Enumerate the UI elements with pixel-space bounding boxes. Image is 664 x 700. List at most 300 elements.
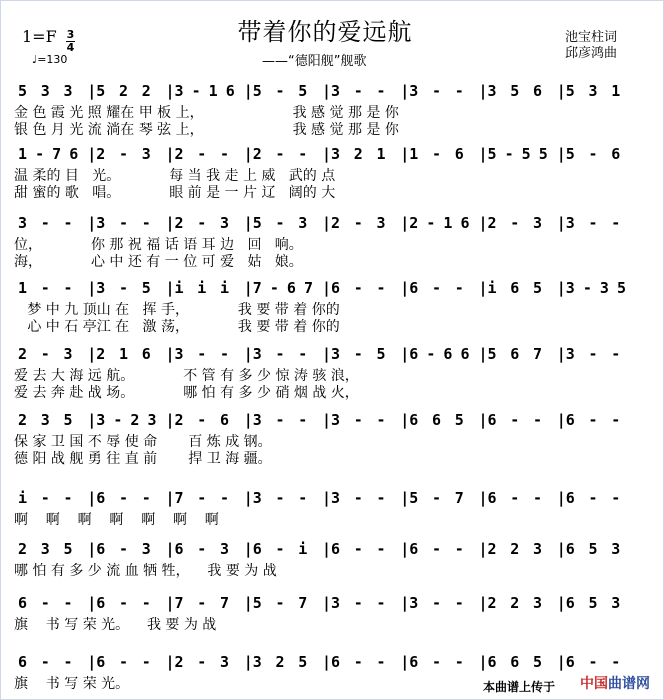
note: 7 [533, 345, 543, 363]
note: - [376, 489, 386, 507]
note: 6 [141, 345, 151, 363]
lyric-line: 德 阳 战 舰 勇 往 直 前 捍 卫 海 疆。 [14, 451, 272, 467]
note: 5 [533, 279, 543, 297]
note: 6 [510, 279, 520, 297]
note: 5 [96, 82, 106, 100]
note: 2 [510, 540, 520, 558]
note: 3 [18, 214, 28, 232]
note: 3 [96, 411, 106, 429]
note: 3 [588, 82, 598, 100]
note: 3 [331, 594, 341, 612]
note: 2 [96, 145, 106, 163]
lyric-line: 位， 你 那 祝 福 话 语 耳 边 回 响。 [14, 237, 303, 253]
bar-line: | [478, 411, 488, 429]
note: 6 [69, 145, 79, 163]
bar-line: | [243, 345, 253, 363]
note: - [432, 489, 442, 507]
bar-line: | [478, 82, 488, 100]
note: - [275, 145, 285, 163]
note: - [432, 82, 442, 100]
tempo-mark: ♩=130 [32, 53, 68, 66]
note: 2 [487, 214, 497, 232]
lyric-line: 旗 书 写 荣 光。 [14, 676, 130, 692]
note: - [191, 82, 201, 100]
bar-line: | [556, 279, 566, 297]
lyric-line: 梦 中 九 顶山 在 挥 手， 我 要 带 着 你的 [14, 302, 340, 318]
bar-line: | [322, 145, 332, 163]
note: - [220, 145, 230, 163]
notation-line [0, 82, 664, 102]
note: 3 [331, 411, 341, 429]
lyric-line: 哪 怕 有 多 少 流 血 牺 牲， 我 要 为 战 [14, 563, 277, 579]
note: - [588, 145, 598, 163]
bar-line: | [87, 489, 97, 507]
note: 6 [611, 145, 621, 163]
bar-line: | [478, 345, 488, 363]
note: 3 [376, 214, 386, 232]
bar-line: | [556, 540, 566, 558]
bar-line: | [478, 594, 488, 612]
note: - [275, 82, 285, 100]
note: 2 [18, 411, 28, 429]
note: 6 [454, 145, 464, 163]
note: 7 [252, 279, 262, 297]
note: - [63, 653, 73, 671]
lyric-line: 心 中 石 亭江 在 激 荡， 我 要 带 着 你的 [14, 319, 340, 335]
note: 1 [119, 345, 129, 363]
note: 6 [96, 540, 106, 558]
note: 6 [220, 411, 230, 429]
note: 5 [63, 540, 73, 558]
note: 5 [454, 411, 464, 429]
bar-line: | [400, 411, 410, 429]
note: 3 [331, 345, 341, 363]
note: - [113, 411, 123, 429]
note: 6 [331, 540, 341, 558]
note: - [353, 82, 363, 100]
note: 3 [533, 594, 543, 612]
bar-line: | [165, 540, 175, 558]
note: - [454, 82, 464, 100]
note: 5 [510, 82, 520, 100]
note: - [533, 411, 543, 429]
note: - [141, 489, 151, 507]
bar-line: | [556, 411, 566, 429]
note: 6 [510, 653, 520, 671]
note: - [275, 540, 285, 558]
note: - [63, 489, 73, 507]
site-logo [580, 673, 650, 693]
note: 2 [510, 594, 520, 612]
note: - [426, 214, 436, 232]
notation-line [0, 594, 664, 614]
note: - [353, 540, 363, 558]
note: 1 [376, 145, 386, 163]
note: 6 [331, 279, 341, 297]
notation-line [0, 653, 664, 673]
note: - [197, 345, 207, 363]
note: 5 [141, 279, 151, 297]
notation-line [0, 145, 664, 165]
note: - [220, 345, 230, 363]
note: 3 [331, 145, 341, 163]
note: 2 [331, 214, 341, 232]
note: - [197, 145, 207, 163]
note: 1 [443, 214, 453, 232]
bar-line: | [400, 82, 410, 100]
note: 6 [174, 540, 184, 558]
note: 3 [533, 540, 543, 558]
note: i [220, 279, 230, 297]
note: - [426, 345, 436, 363]
note: 2 [353, 145, 363, 163]
bar-line: | [556, 214, 566, 232]
note: 5 [298, 653, 308, 671]
note: 6 [533, 82, 543, 100]
song-title: 带着你的爱远航 [237, 18, 413, 46]
bar-line: | [243, 145, 253, 163]
bar-line: | [243, 653, 253, 671]
note: - [275, 214, 285, 232]
note: 6 [487, 489, 497, 507]
note: 3 [40, 411, 50, 429]
notation-line [0, 489, 664, 509]
note: 3 [141, 145, 151, 163]
note: 2 [487, 594, 497, 612]
note: 6 [409, 411, 419, 429]
note: 2 [409, 214, 419, 232]
note: 2 [96, 345, 106, 363]
note: 3 [409, 594, 419, 612]
note: i [18, 489, 28, 507]
note: - [376, 279, 386, 297]
note: 5 [252, 214, 262, 232]
lyric-line: 爱 去 大 海 远 航。 不 管 有 多 少 惊 涛 骇 浪， [14, 368, 359, 384]
note: - [376, 82, 386, 100]
note: - [298, 489, 308, 507]
note: 6 [96, 594, 106, 612]
upload-note: 本曲谱上传于 [483, 680, 556, 694]
bar-line: | [87, 214, 97, 232]
note: - [40, 279, 50, 297]
note: 3 [40, 540, 50, 558]
note: - [40, 489, 50, 507]
note: 2 [252, 145, 262, 163]
note: 2 [275, 653, 285, 671]
note: - [376, 594, 386, 612]
bar-line: | [87, 653, 97, 671]
note: - [40, 214, 50, 232]
note: 1 [611, 82, 621, 100]
bar-line: | [556, 489, 566, 507]
note: 7 [454, 489, 464, 507]
note: 6 [510, 345, 520, 363]
note: 3 [331, 82, 341, 100]
note: 3 [220, 653, 230, 671]
note: 3 [96, 279, 106, 297]
note: - [611, 345, 621, 363]
note: 3 [252, 345, 262, 363]
time-top: 3 [66, 28, 75, 41]
note: 5 [487, 145, 497, 163]
bar-line: | [322, 279, 332, 297]
note: - [504, 145, 514, 163]
bar-line: | [243, 411, 253, 429]
note: 5 [63, 411, 73, 429]
bar-line: | [400, 540, 410, 558]
note: 6 [409, 540, 419, 558]
lyric-line: 保 家 卫 国 不 辱 使 命 百 炼 成 钢。 [14, 434, 272, 450]
note: - [197, 489, 207, 507]
note: 2 [174, 653, 184, 671]
note: i [298, 540, 308, 558]
lyric-line: 温 柔的 目 光。 每 当 我 走 上 威 武的 点 [14, 168, 336, 184]
note: - [588, 345, 598, 363]
note: 3 [141, 540, 151, 558]
bar-line: | [400, 594, 410, 612]
note: - [611, 411, 621, 429]
note: 2 [18, 345, 28, 363]
bar-line: | [400, 489, 410, 507]
notation-line [0, 279, 664, 299]
note: - [611, 489, 621, 507]
note: - [269, 279, 279, 297]
note: 6 [409, 279, 419, 297]
lyric-line: 甜 蜜的 歌 唱。 眼 前 是 一 片 辽 阔的 大 [14, 185, 336, 201]
note: - [197, 540, 207, 558]
bar-line: | [243, 594, 253, 612]
note: 6 [487, 653, 497, 671]
note: - [63, 214, 73, 232]
note: 1 [18, 145, 28, 163]
note: 3 [298, 214, 308, 232]
bar-line: | [87, 279, 97, 297]
bar-line: | [478, 540, 488, 558]
note: - [454, 594, 464, 612]
note: - [119, 279, 129, 297]
note: 3 [565, 279, 575, 297]
note: 6 [96, 489, 106, 507]
bar-line: | [165, 489, 175, 507]
note: - [432, 540, 442, 558]
notation-line [0, 345, 664, 365]
bar-line: | [165, 82, 175, 100]
bar-line: | [322, 214, 332, 232]
note: 3 [63, 345, 73, 363]
note: - [376, 411, 386, 429]
bar-line: | [400, 345, 410, 363]
note: 3 [174, 82, 184, 100]
bar-line: | [322, 594, 332, 612]
note: - [588, 214, 598, 232]
note: i [487, 279, 497, 297]
note: - [275, 345, 285, 363]
note: 5 [252, 594, 262, 612]
note: 7 [303, 279, 313, 297]
note: 3 [565, 214, 575, 232]
note: - [432, 145, 442, 163]
note: 2 [18, 540, 28, 558]
note: 3 [174, 345, 184, 363]
note: 5 [565, 145, 575, 163]
note: 6 [460, 345, 470, 363]
lyric-line: 啊 啊 啊 啊 啊 啊 啊 [14, 512, 219, 528]
note: 3 [252, 653, 262, 671]
note: - [353, 279, 363, 297]
note: - [588, 489, 598, 507]
note: 6 [565, 411, 575, 429]
note: - [353, 594, 363, 612]
note: 3 [599, 279, 609, 297]
note: 7 [174, 594, 184, 612]
note: 5 [298, 82, 308, 100]
note: - [298, 411, 308, 429]
note: - [63, 279, 73, 297]
bar-line: | [400, 653, 410, 671]
bar-line: | [556, 594, 566, 612]
note: - [611, 653, 621, 671]
lyric-line: 银 色 月 光 流 淌在 琴 弦 上， 我 感 觉 那 是 你 [14, 122, 399, 138]
time-signature [66, 30, 75, 53]
bar-line: | [87, 540, 97, 558]
note: - [63, 594, 73, 612]
note: - [197, 214, 207, 232]
note: 6 [487, 411, 497, 429]
note: - [141, 214, 151, 232]
bar-line: | [165, 594, 175, 612]
note: 6 [225, 82, 235, 100]
note: - [40, 345, 50, 363]
note: - [588, 653, 598, 671]
note: 5 [376, 345, 386, 363]
note: - [376, 653, 386, 671]
note: i [174, 279, 184, 297]
note: - [353, 653, 363, 671]
note: - [533, 489, 543, 507]
note: 6 [252, 540, 262, 558]
bar-line: | [478, 145, 488, 163]
note: 2 [487, 540, 497, 558]
bar-line: | [165, 214, 175, 232]
note: 3 [63, 82, 73, 100]
note: - [353, 214, 363, 232]
note: 6 [18, 594, 28, 612]
note: 7 [174, 489, 184, 507]
note: - [376, 540, 386, 558]
notation-line [0, 411, 664, 431]
note: 5 [588, 594, 598, 612]
note: - [119, 540, 129, 558]
note: 7 [52, 145, 62, 163]
note: - [275, 489, 285, 507]
bar-line: | [322, 489, 332, 507]
note: - [353, 345, 363, 363]
bar-line: | [400, 279, 410, 297]
note: - [454, 540, 464, 558]
note: 5 [409, 489, 419, 507]
composer-credit: 邱彦鸿曲 [565, 46, 618, 61]
note: - [119, 653, 129, 671]
note: 5 [487, 345, 497, 363]
note: 6 [565, 653, 575, 671]
note: 1 [18, 279, 28, 297]
note: 2 [174, 145, 184, 163]
bar-line: | [165, 653, 175, 671]
bar-line: | [243, 540, 253, 558]
bar-line: | [243, 214, 253, 232]
note: 6 [18, 653, 28, 671]
bar-line: | [556, 345, 566, 363]
note: 2 [174, 411, 184, 429]
note: - [197, 653, 207, 671]
note: 6 [409, 345, 419, 363]
note: - [510, 489, 520, 507]
logo-text-1: 中国 [580, 676, 608, 692]
note: - [141, 594, 151, 612]
bar-line: | [556, 653, 566, 671]
bar-line: | [478, 279, 488, 297]
note: - [220, 489, 230, 507]
bar-line: | [243, 82, 253, 100]
note: 6 [409, 653, 419, 671]
note: 5 [521, 145, 531, 163]
note: - [353, 411, 363, 429]
note: 7 [220, 594, 230, 612]
note: 5 [565, 82, 575, 100]
note: 3 [409, 82, 419, 100]
lyric-line: 海， 心 中 还 有 一 位 可 爱 姑 娘。 [14, 254, 303, 270]
bar-line: | [165, 279, 175, 297]
logo-text-2: 曲谱网 [608, 676, 650, 692]
note: 6 [96, 653, 106, 671]
note: - [298, 145, 308, 163]
note: - [432, 594, 442, 612]
bar-line: | [322, 540, 332, 558]
note: 3 [611, 540, 621, 558]
note: - [119, 214, 129, 232]
key-signature: 1=F [22, 27, 57, 46]
time-bottom: 4 [66, 41, 75, 54]
note: 3 [147, 411, 157, 429]
note: 6 [565, 540, 575, 558]
note: 6 [460, 214, 470, 232]
note: - [119, 594, 129, 612]
note: 6 [443, 345, 453, 363]
note: 6 [432, 411, 442, 429]
bar-line: | [165, 411, 175, 429]
note: - [432, 279, 442, 297]
note: - [119, 145, 129, 163]
bar-line: | [556, 82, 566, 100]
note: i [197, 279, 207, 297]
bar-line: | [87, 145, 97, 163]
note: 7 [298, 594, 308, 612]
note: 5 [588, 540, 598, 558]
note: 6 [565, 594, 575, 612]
note: 2 [130, 411, 140, 429]
note: 1 [208, 82, 218, 100]
note: - [141, 653, 151, 671]
note: 3 [40, 82, 50, 100]
note: - [510, 214, 520, 232]
note: 3 [611, 594, 621, 612]
note: 5 [252, 82, 262, 100]
note: 5 [538, 145, 548, 163]
note: 5 [533, 653, 543, 671]
bar-line: | [322, 82, 332, 100]
note: - [510, 411, 520, 429]
note: 6 [331, 653, 341, 671]
